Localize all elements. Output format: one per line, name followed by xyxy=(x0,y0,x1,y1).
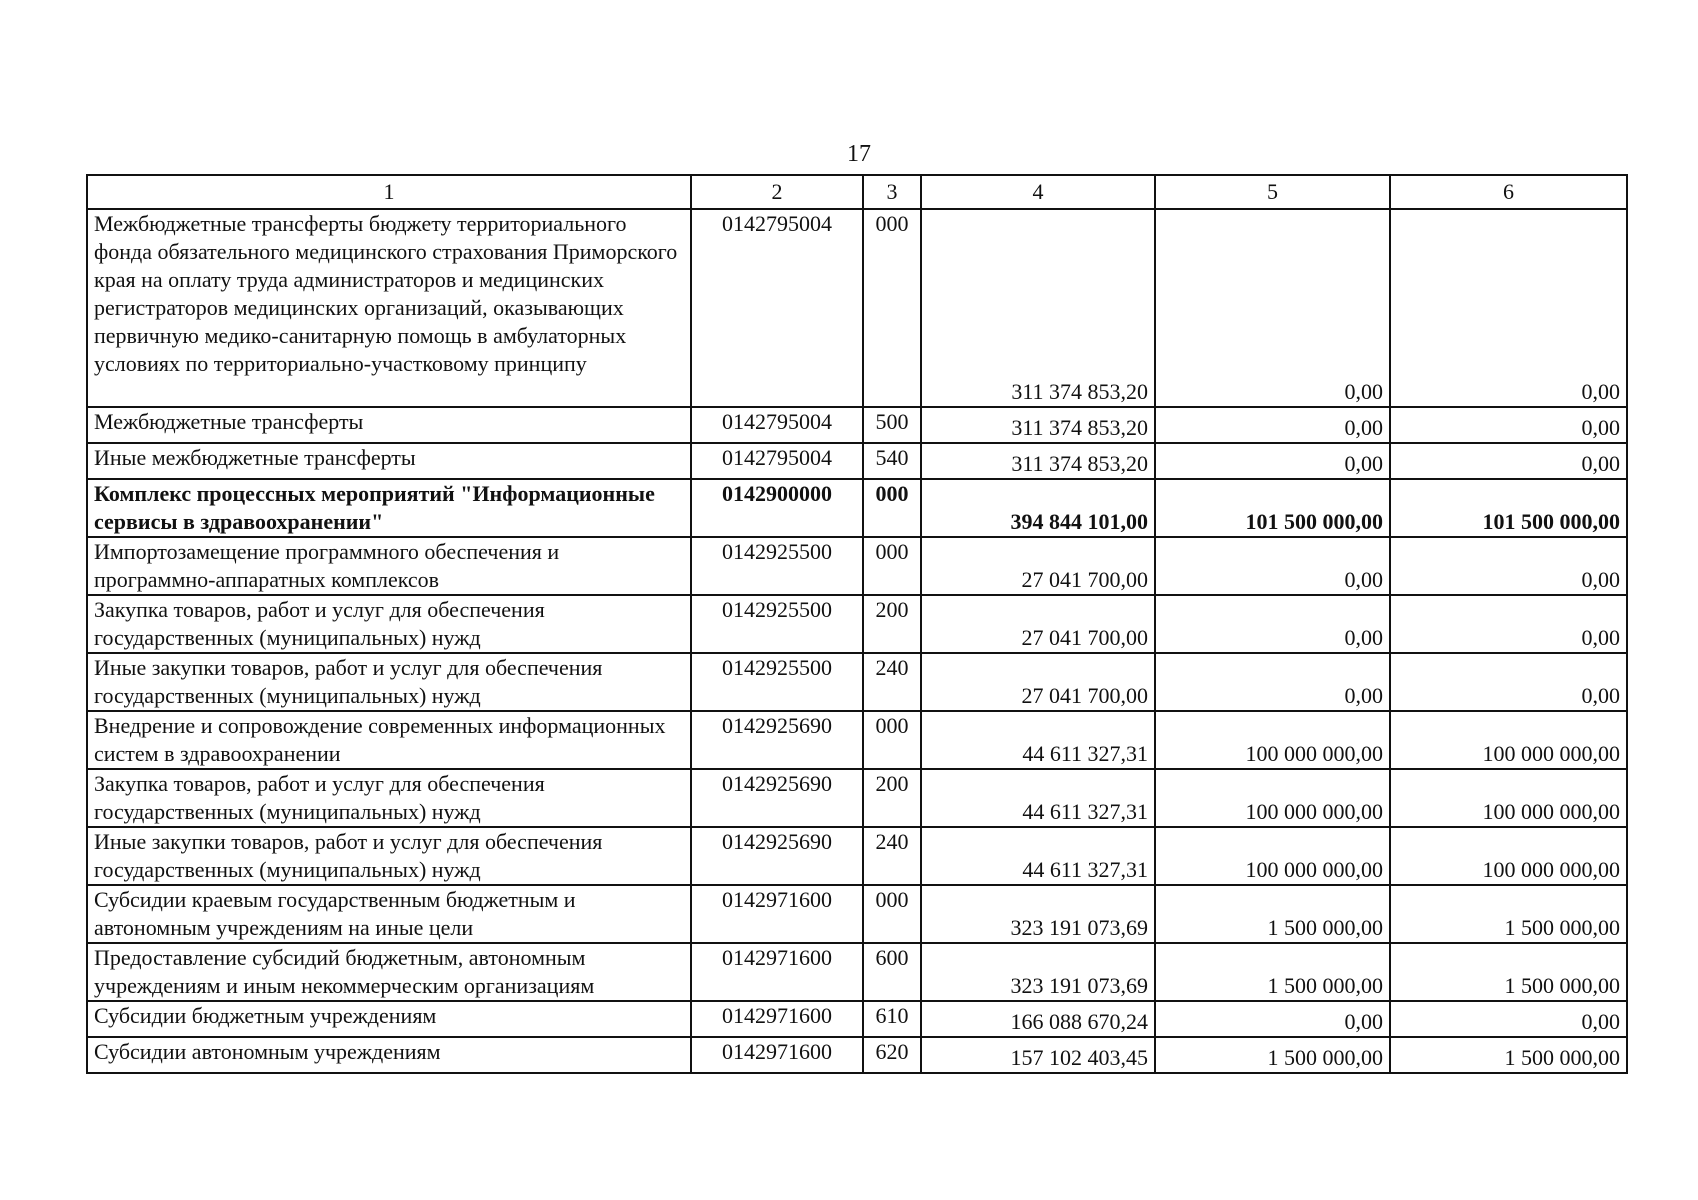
row-amount-5: 0,00 xyxy=(1155,1001,1390,1037)
row-code: 0142971600 xyxy=(691,1037,863,1073)
budget-table xyxy=(86,174,1628,1074)
row-name: Внедрение и сопровождение современных информационных систем в здравоохранении xyxy=(87,711,691,769)
row-amount-4: 27 041 700,00 xyxy=(921,595,1155,653)
row-type: 000 xyxy=(863,537,921,595)
row-name: Иные закупки товаров, работ и услуг для обеспечения государственных (муниципальных) нужд xyxy=(87,827,691,885)
row-amount-6: 0,00 xyxy=(1390,1001,1627,1037)
row-amount-6: 1 500 000,00 xyxy=(1390,943,1627,1001)
row-code: 0142795004 xyxy=(691,209,863,407)
row-amount-4: 323 191 073,69 xyxy=(921,943,1155,1001)
row-type: 000 xyxy=(863,479,921,537)
row-name: Субсидии краевым государственным бюджетным и автономным учреждениям на иные цели xyxy=(87,885,691,943)
row-amount-6: 0,00 xyxy=(1390,407,1627,443)
row-amount-6: 0,00 xyxy=(1390,653,1627,711)
row-code: 0142971600 xyxy=(691,943,863,1001)
table-row xyxy=(87,1001,1627,1037)
table-row xyxy=(87,885,1627,943)
row-amount-4: 27 041 700,00 xyxy=(921,537,1155,595)
row-type: 200 xyxy=(863,769,921,827)
row-name: Закупка товаров, работ и услуг для обеспечения государственных (муниципальных) нужд xyxy=(87,769,691,827)
row-type: 240 xyxy=(863,827,921,885)
row-amount-4: 44 611 327,31 xyxy=(921,769,1155,827)
row-amount-4: 44 611 327,31 xyxy=(921,827,1155,885)
table-row xyxy=(87,827,1627,885)
row-amount-6: 1 500 000,00 xyxy=(1390,885,1627,943)
row-amount-5: 100 000 000,00 xyxy=(1155,711,1390,769)
row-amount-4: 157 102 403,45 xyxy=(921,1037,1155,1073)
table-row xyxy=(87,653,1627,711)
table-header-row xyxy=(87,175,1627,209)
row-type: 000 xyxy=(863,885,921,943)
row-amount-5: 100 000 000,00 xyxy=(1155,769,1390,827)
row-amount-5: 0,00 xyxy=(1155,595,1390,653)
row-amount-5: 100 000 000,00 xyxy=(1155,827,1390,885)
row-code: 0142795004 xyxy=(691,443,863,479)
row-type: 500 xyxy=(863,407,921,443)
row-amount-4: 166 088 670,24 xyxy=(921,1001,1155,1037)
row-amount-6: 101 500 000,00 xyxy=(1390,479,1627,537)
row-amount-5: 0,00 xyxy=(1155,407,1390,443)
row-amount-5: 1 500 000,00 xyxy=(1155,1037,1390,1073)
row-amount-4: 323 191 073,69 xyxy=(921,885,1155,943)
page-number: 17 xyxy=(847,141,871,167)
row-amount-4: 311 374 853,20 xyxy=(921,407,1155,443)
row-type: 200 xyxy=(863,595,921,653)
row-code: 0142795004 xyxy=(691,407,863,443)
row-name: Межбюджетные трансферты xyxy=(87,407,691,443)
row-code: 0142925690 xyxy=(691,711,863,769)
row-amount-5: 0,00 xyxy=(1155,537,1390,595)
row-amount-5: 0,00 xyxy=(1155,443,1390,479)
row-code: 0142900000 xyxy=(691,479,863,537)
table-row xyxy=(87,407,1627,443)
row-name: Межбюджетные трансферты бюджету территориального фонда обязательного медицинского страхования Приморского края на оплату труда администраторов и медицинских регистраторов медицинских организаций, оказывающих первичную медико-санитарную помощь в амбулаторных условиях по территориально-участковому принципу xyxy=(87,209,691,407)
row-amount-5: 1 500 000,00 xyxy=(1155,943,1390,1001)
row-amount-5: 0,00 xyxy=(1155,653,1390,711)
table-row-section xyxy=(87,479,1627,537)
row-amount-4: 27 041 700,00 xyxy=(921,653,1155,711)
header-cell: 5 xyxy=(1155,175,1390,209)
table-row xyxy=(87,943,1627,1001)
row-name: Иные межбюджетные трансферты xyxy=(87,443,691,479)
row-type: 600 xyxy=(863,943,921,1001)
row-code: 0142925690 xyxy=(691,827,863,885)
table-row xyxy=(87,1037,1627,1073)
header-cell: 1 xyxy=(87,175,691,209)
header-cell: 6 xyxy=(1390,175,1627,209)
row-amount-6: 0,00 xyxy=(1390,209,1627,407)
row-amount-6: 0,00 xyxy=(1390,595,1627,653)
row-type: 000 xyxy=(863,711,921,769)
row-amount-4: 44 611 327,31 xyxy=(921,711,1155,769)
row-type: 610 xyxy=(863,1001,921,1037)
header-cell: 4 xyxy=(921,175,1155,209)
row-code: 0142925690 xyxy=(691,769,863,827)
table-row xyxy=(87,711,1627,769)
row-amount-6: 1 500 000,00 xyxy=(1390,1037,1627,1073)
row-type: 000 xyxy=(863,209,921,407)
row-name: Комплекс процессных мероприятий "Информационные сервисы в здравоохранении" xyxy=(87,479,691,537)
row-code: 0142971600 xyxy=(691,885,863,943)
header-cell: 3 xyxy=(863,175,921,209)
row-code: 0142925500 xyxy=(691,537,863,595)
row-amount-4: 311 374 853,20 xyxy=(921,209,1155,407)
row-name: Закупка товаров, работ и услуг для обеспечения государственных (муниципальных) нужд xyxy=(87,595,691,653)
row-code: 0142971600 xyxy=(691,1001,863,1037)
row-amount-4: 394 844 101,00 xyxy=(921,479,1155,537)
row-name: Предоставление субсидий бюджетным, автономным учреждениям и иным некоммерческим организациям xyxy=(87,943,691,1001)
table-row xyxy=(87,443,1627,479)
row-type: 240 xyxy=(863,653,921,711)
row-amount-5: 1 500 000,00 xyxy=(1155,885,1390,943)
row-type: 620 xyxy=(863,1037,921,1073)
row-amount-6: 100 000 000,00 xyxy=(1390,711,1627,769)
row-amount-6: 100 000 000,00 xyxy=(1390,827,1627,885)
row-amount-5: 101 500 000,00 xyxy=(1155,479,1390,537)
row-amount-6: 0,00 xyxy=(1390,537,1627,595)
table-row xyxy=(87,209,1627,407)
row-amount-6: 100 000 000,00 xyxy=(1390,769,1627,827)
row-name: Субсидии автономным учреждениям xyxy=(87,1037,691,1073)
row-amount-6: 0,00 xyxy=(1390,443,1627,479)
row-amount-4: 311 374 853,20 xyxy=(921,443,1155,479)
row-amount-5: 0,00 xyxy=(1155,209,1390,407)
header-cell: 2 xyxy=(691,175,863,209)
row-name: Субсидии бюджетным учреждениям xyxy=(87,1001,691,1037)
table-row xyxy=(87,595,1627,653)
table-row xyxy=(87,537,1627,595)
table-row xyxy=(87,769,1627,827)
row-code: 0142925500 xyxy=(691,653,863,711)
row-name: Иные закупки товаров, работ и услуг для обеспечения государственных (муниципальных) нужд xyxy=(87,653,691,711)
row-type: 540 xyxy=(863,443,921,479)
row-name: Импортозамещение программного обеспечения и программно-аппаратных комплексов xyxy=(87,537,691,595)
row-code: 0142925500 xyxy=(691,595,863,653)
